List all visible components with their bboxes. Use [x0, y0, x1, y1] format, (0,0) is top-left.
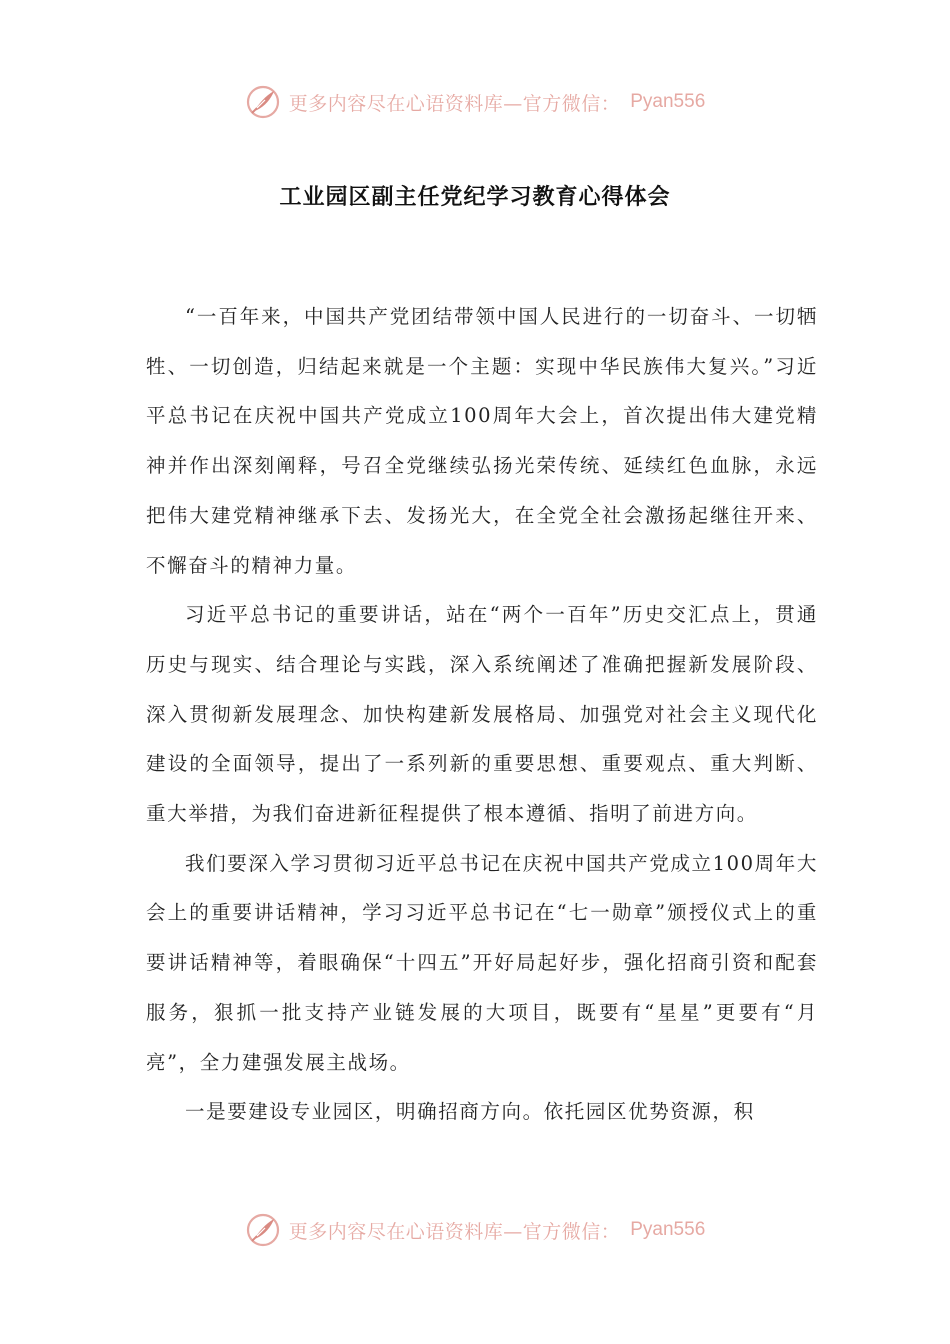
paragraph: 我们要深入学习贯彻习近平总书记在庆祝中国共产党成立100周年大会上的重要讲话精神，学习习近平总书记在“七一勋章”颁授仪式上的重要讲话精神等，着眼确保“十四五”开好局起好步，强化招商引资和配套服务，狠抓一批支持产业链发展的大项目，既要有“星星”更要有“月亮”，全力建强发展主战场。: [146, 851, 818, 1074]
watermark-wechat-id: Pyan556: [630, 91, 706, 112]
paragraph: 一是要建设专业园区，明确招商方向。依托园区优势资源，积: [185, 1100, 755, 1124]
document-body: [146, 292, 818, 1137]
watermark-text: 更多内容尽在心语资料库—官方微信：: [288, 1220, 621, 1243]
paragraph: “一百年来，中国共产党团结带领中国人民进行的一切奋斗、一切牺牲、一切创造，归结起来就是一个主题：实现中华民族伟大复兴。”习近平总书记在庆祝中国共产党成立100周年大会上，首次提出伟大建党精神并作出深刻阐释，号召全党继续弘扬光荣传统、延续红色血脉，永远把伟大建党精神继承下去、发扬光大，在全党全社会激扬起继往开来、不懈奋斗的精神力量。: [146, 305, 818, 577]
quill-logo-icon: [245, 84, 281, 120]
paragraph: 习近平总书记的重要讲话，站在“两个一百年”历史交汇点上，贯通历史与现实、结合理论与实践，深入系统阐述了准确把握新发展阶段、深入贯彻新发展理念、加快构建新发展格局、加强党对社会主义现代化建设的全面领导，提出了一系列新的重要思想、重要观点、重大判断、重大举措，为我们奋进新征程提供了根本遵循、指明了前进方向。: [146, 603, 818, 826]
watermark-text: 更多内容尽在心语资料库—官方微信：: [288, 92, 621, 115]
watermark-footer: [0, 1210, 950, 1250]
watermark-wechat-id: Pyan556: [630, 1219, 706, 1240]
quill-logo-icon: [245, 1212, 281, 1248]
document-title: 工业园区副主任党纪学习教育心得体会: [279, 185, 671, 210]
watermark-header: [0, 82, 950, 122]
